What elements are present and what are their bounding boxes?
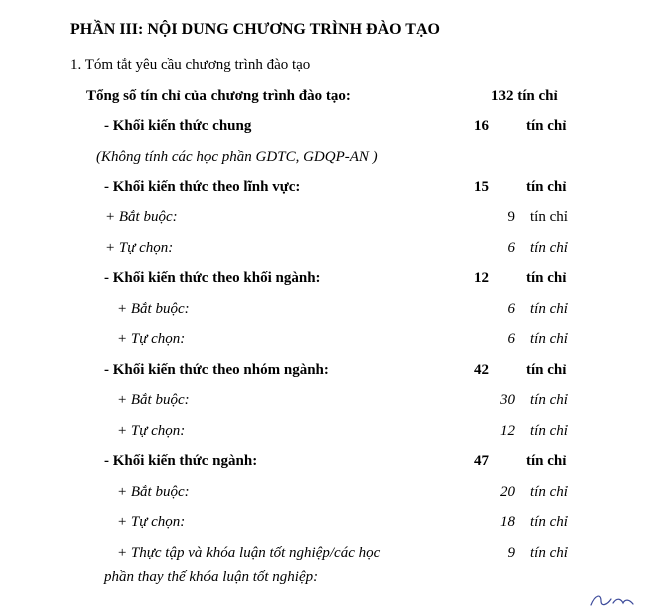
major-knowledge-value: 47	[474, 453, 489, 469]
group-elective-unit: tín chỉ	[530, 423, 568, 439]
field-required-unit: tín chỉ	[530, 209, 568, 225]
field-knowledge-label: - Khối kiến thức theo lĩnh vực:	[104, 179, 301, 195]
major-required-unit: tín chỉ	[530, 484, 568, 500]
field-elective-value: 6	[507, 240, 515, 256]
general-knowledge-value: 16	[474, 118, 489, 134]
subsection-title: 1. Tóm tắt yêu cầu chương trình đào tạo	[70, 57, 311, 73]
general-knowledge-label: - Khối kiến thức chung	[104, 118, 252, 134]
field-knowledge-unit: tín chỉ	[526, 179, 567, 195]
sector-elective-unit: tín chỉ	[530, 331, 568, 347]
sector-knowledge-unit: tín chỉ	[526, 270, 567, 286]
sector-elective-value: 6	[507, 331, 515, 347]
major-knowledge-label: - Khối kiến thức ngành:	[104, 453, 258, 469]
group-required-label: + Bắt buộc:	[117, 392, 190, 408]
group-required-unit: tín chỉ	[530, 392, 568, 408]
major-required-label: + Bắt buộc:	[117, 484, 190, 500]
major-thesis-label-line2: phần thay thế khóa luận tốt nghiệp:	[104, 569, 319, 585]
general-knowledge-note: (Không tính các học phần GDTC, GDQP-AN )	[96, 149, 378, 165]
group-required-value: 30	[500, 392, 515, 408]
sector-elective-label: + Tự chọn:	[117, 331, 186, 347]
major-required-value: 20	[500, 484, 515, 500]
group-knowledge-value: 42	[474, 362, 489, 378]
major-elective-value: 18	[500, 514, 515, 530]
sector-knowledge-value: 12	[474, 270, 489, 286]
field-required-label: + Bắt buộc:	[105, 209, 178, 225]
major-thesis-value: 9	[507, 545, 515, 561]
total-credits-label: Tổng số tín chỉ của chương trình đào tạo:	[86, 88, 351, 104]
major-elective-label: + Tự chọn:	[117, 514, 186, 530]
section-title: PHẦN III: NỘI DUNG CHƯƠNG TRÌNH ĐÀO TẠO	[70, 21, 440, 38]
total-credits-value: 132 tín chỉ	[491, 88, 558, 104]
group-knowledge-unit: tín chỉ	[526, 362, 567, 378]
sector-required-label: + Bắt buộc:	[117, 301, 190, 317]
group-elective-value: 12	[500, 423, 515, 439]
field-elective-label: + Tự chọn:	[105, 240, 174, 256]
sector-knowledge-label: - Khối kiến thức theo khối ngành:	[104, 270, 321, 286]
sector-required-value: 6	[507, 301, 515, 317]
sector-required-unit: tín chỉ	[530, 301, 568, 317]
group-elective-label: + Tự chọn:	[117, 423, 186, 439]
field-knowledge-value: 15	[474, 179, 489, 195]
group-knowledge-label: - Khối kiến thức theo nhóm ngành:	[104, 362, 329, 378]
general-knowledge-unit: tín chỉ	[526, 118, 567, 134]
major-thesis-label-line1: + Thực tập và khóa luận tốt nghiệp/các học	[117, 545, 381, 561]
field-elective-unit: tín chỉ	[530, 240, 568, 256]
major-elective-unit: tín chỉ	[530, 514, 568, 530]
signature-mark	[587, 587, 647, 609]
field-required-value: 9	[507, 209, 515, 225]
major-thesis-unit: tín chỉ	[530, 545, 568, 561]
major-knowledge-unit: tín chỉ	[526, 453, 567, 469]
